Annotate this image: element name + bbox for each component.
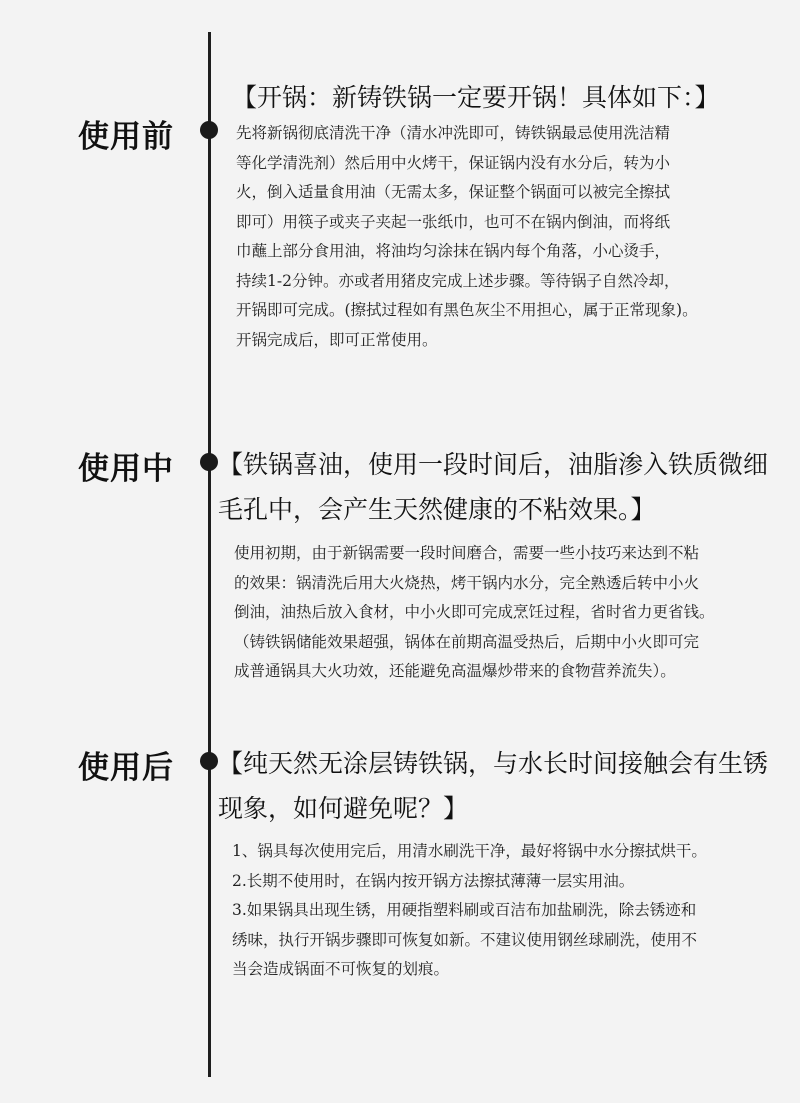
timeline-dot-after-use (200, 752, 218, 770)
body-line: 成普通锅具大火功效，还能避免高温爆炒带来的食物营养流失）。 (234, 662, 676, 680)
body-line: 开锅完成后，即可正常使用。 (236, 330, 438, 349)
section-heading-before-use: 【开锅：新铸铁锅一定要开锅！具体如下：】 (232, 83, 720, 112)
section-body-during-use (234, 539, 779, 687)
body-line: 当会造成锅面不可恢复的划痕。 (232, 960, 450, 978)
body-line: 的效果：锅清洗后用大火烧热，烤干锅内水分，完全熟透后转中小火 (234, 573, 700, 592)
body-line: 开锅即可完成。(擦拭过程如有黑色灰尘不用担心，属于正常现象)。 (236, 301, 698, 319)
body-line: 绣味，执行开锅步骤即可恢复如新。不建议使用钢丝球刷洗，使用不 (232, 930, 698, 949)
stage-label-during-use: 使用中 (78, 451, 174, 487)
body-line: 先将新锅彻底清洗干净（清水冲洗即可，铸铁锅最忌使用洗洁精 (236, 124, 671, 142)
stage-label-after-use: 使用后 (78, 750, 174, 786)
body-line: （铸铁锅储能效果超强，锅体在前期高温受热后，后期中小火即可完 (234, 632, 700, 651)
timeline-line (208, 32, 211, 1077)
body-line: 即可）用筷子或夹子夹起一张纸巾，也可不在锅内倒油，而将纸 (236, 212, 671, 231)
body-line: 持续1-2分钟。亦或者用猪皮完成上述步骤。等待锅子自然冷却， (236, 271, 680, 290)
section-body-before-use (236, 119, 781, 355)
body-line: 倒油，油热后放入食材，中小火即可完成烹饪过程，省时省力更省钱。 (234, 603, 715, 621)
timeline-dot-during-use (200, 453, 218, 471)
body-line: 巾蘸上部分食用油，将油均匀涂抹在锅内每个角落，小心烫手， (236, 242, 671, 260)
body-line: 1、锅具每次使用完后，用清水刷洗干净，最好将锅中水分擦拭烘干。 (232, 842, 707, 860)
section-heading-after-use: 【纯天然无涂层铸铁锅，与水长时间接触会有生锈现象，如何避免呢？】 (218, 749, 769, 823)
stage-label-before-use: 使用前 (78, 119, 174, 155)
section-body-after-use (232, 837, 782, 985)
timeline-dot-before-use (200, 121, 218, 139)
body-line: 使用初期，由于新锅需要一段时间磨合，需要一些小技巧来达到不粘 (234, 544, 700, 562)
body-line: 等化学清洗剂）然后用中火烤干，保证锅内没有水分后，转为小 (236, 153, 671, 172)
section-heading-during-use: 【铁锅喜油，使用一段时间后，油脂渗入铁质微细毛孔中，会产生天然健康的不粘效果。】 (218, 450, 769, 524)
body-line: 火，倒入适量食用油（无需太多，保证整个锅面可以被完全擦拭 (236, 183, 671, 201)
body-line: 2.长期不使用时，在锅内按开锅方法擦拭薄薄一层实用油。 (232, 871, 635, 890)
body-line: 3.如果锅具出现生锈，用硬指塑料刷或百洁布加盐刷洗，除去锈迹和 (232, 901, 697, 919)
